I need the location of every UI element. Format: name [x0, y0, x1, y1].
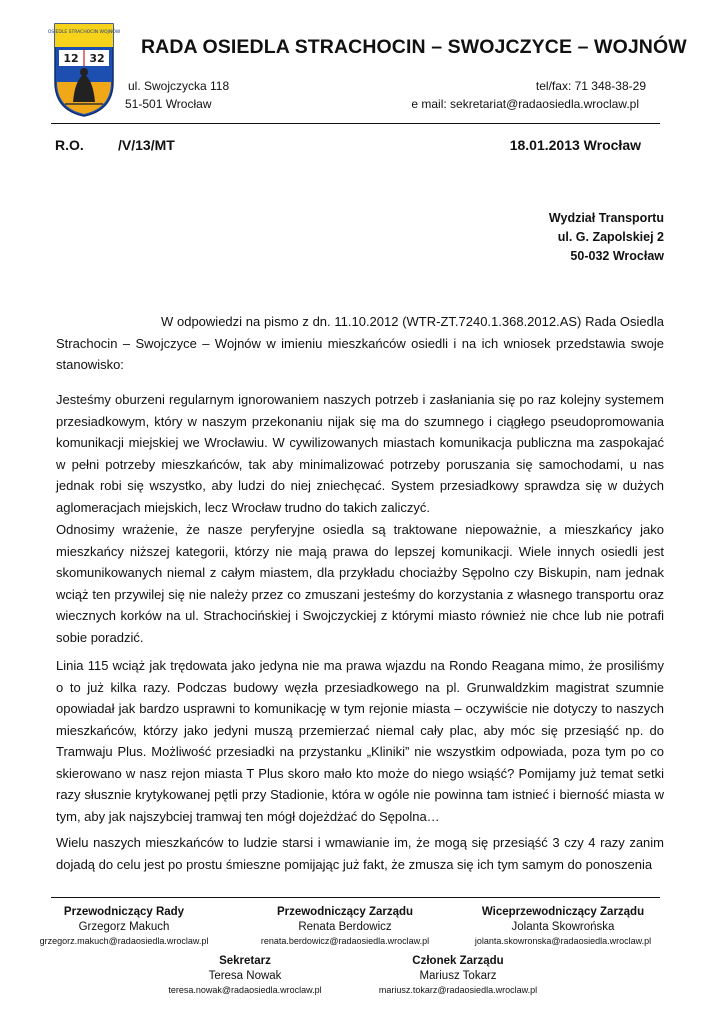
- footer-person-name: Teresa Nowak: [208, 970, 282, 982]
- recipient-city: 50-032 Wrocław: [570, 249, 664, 263]
- footer-person-name: Grzegorz Makuch: [78, 921, 170, 933]
- recipient-street: ul. G. Zapolskiej 2: [557, 230, 664, 244]
- crest-date-left: 12: [63, 52, 79, 65]
- contact-email: e mail: sekretariat@radaosiedla.wroclaw.pl: [411, 97, 639, 111]
- footer-role: Wiceprzewodniczący Zarządu: [481, 906, 645, 918]
- footer-email: mariusz.tokarz@radaosiedla.wroclaw.pl: [378, 985, 538, 995]
- recipient-block: [549, 209, 664, 266]
- recipient-name: Wydział Transportu: [548, 211, 664, 225]
- phone-fax: tel/fax: 71 348-38-29: [535, 79, 646, 93]
- reference-prefix: R.O.: [55, 137, 84, 153]
- footer-board-member: [343, 954, 573, 996]
- footer-email: grzegorz.makuch@radaosiedla.wroclaw.pl: [39, 936, 209, 946]
- crest-date-right: 32: [89, 52, 105, 65]
- footer-role: Członek Zarządu: [412, 955, 504, 967]
- body-paragraph-4: Wielu naszych mieszkańców to ludzie starsi i wmawianie im, że mogą się przesiąść 3 czy 4 razy zanim dojadą do celu jest po prostu śmieszne pomijając już fakt, że zmusza się ich tym samym do ponoszenia: [56, 835, 664, 872]
- crest-text: OSIEDLE STRACHOCIN WOJNÓW: [47, 30, 121, 35]
- footer-secretary: [130, 954, 360, 996]
- reference-number: /V/13/MT: [118, 137, 175, 153]
- footer-email: teresa.nowak@radaosiedla.wroclaw.pl: [168, 985, 322, 995]
- address-street: ul. Swojczycka 118: [128, 79, 230, 93]
- footer-chair: [9, 905, 239, 947]
- footer-person-name: Mariusz Tokarz: [419, 970, 497, 982]
- footer-role: Przewodniczący Rady: [63, 906, 185, 918]
- footer-person-name: Jolanta Skowrońska: [511, 921, 615, 933]
- footer-person-name: Renata Berdowicz: [298, 921, 392, 933]
- body-paragraph-1: Jesteśmy oburzeni regularnym ignorowaniem naszych potrzeb i zasłaniania się po raz kolejny systemem przesiadkowym, który w naszym przekonaniu nijak się ma do szumnego i ciągłego pseudopromowania komunikacji miejskiej we Wrocławiu. W cywilizowanych miastach komunikacja publiczna ma zaspokajać w pełni potrzeby mieszkańców, tak aby minimalizować potrzeby poruszania się samochodami, u nas jednak robi się wszystko, aby ludzi do niej zniechęcać. System przesiadkowy sprawdza się w dużych aglomeracjach miejskich, lecz Wrocław trudno do takich zaliczyć.: [56, 392, 664, 515]
- footer-role: Przewodniczący Zarządu: [276, 906, 414, 918]
- footer-email: renata.berdowicz@radaosiedla.wroclaw.pl: [260, 936, 430, 946]
- council-crest-logo: [47, 22, 121, 118]
- footer-role: Sekretarz: [219, 955, 271, 967]
- footer-divider: [51, 897, 660, 898]
- body-paragraph-2: Odnosimy wrażenie, że nasze peryferyjne osiedla są traktowane niepoważnie, a mieszkańcy jako mieszkańcy niższej kategorii, którzy nie mają prawa do lepszej komunikacji. Wiele innych osiedli jest skomunikowanych niemal z całym miastem, dla przykładu chociażby Sępolno czy Biskupin, nam jednak wciąż ten przywilej się nie należy przez co zmuszani jesteśmy do korzystania z własnego transportu oraz wiecznych korków na ul. Strachocińskiej i Swojczyckiej z którymi miasto również nie chce lub nie potrafi sobie poradzić.: [56, 522, 664, 645]
- header-divider: [51, 123, 660, 124]
- council-name-title: RADA OSIEDLA STRACHOCIN – SWOJCZYCE – WOJNÓW: [141, 36, 687, 58]
- intro-paragraph: W odpowiedzi na pismo z dn. 11.10.2012 (WTR-ZT.7240.1.368.2012.AS) Rada Osiedla Strachocin – Swojczyce – Wojnów w imieniu mieszkańców osiedli i na ich wniosek przedstawia swoje stanowisko:: [56, 314, 664, 372]
- footer-vice-chair: [448, 905, 678, 947]
- letter-date: 18.01.2013 Wrocław: [509, 137, 641, 153]
- footer-board-chair: [230, 905, 460, 947]
- body-paragraph-3: Linia 115 wciąż jak trędowata jako jedyna nie ma prawa wjazdu na Rondo Reagana mimo, że prosiliśmy o to już kilka razy. Podczas budowy węzła przesiadkowego na pl. Grunwaldzkim magistrat szumnie opowiadał jak bardzo usprawni to komunikację w tym rejonie miasta – oczywiście nie dotyczy to naszych mieszkańców, którzy jako jedyni muszą przemierzać niemal cały plac, aby móc się przesiąść np. do Tramwaju Plus. Możliwość przesiadki na przystanku „Kliniki” nie wszystkim odpowiada, poza tym po co skierowano w nasz rejon miasta T Plus skoro mało kto może do niego wsiąść? Pomijamy już temat setki razy słusznie krytykowanej pętli przy Stadionie, która w ogóle nie powinna tam istnieć i bierność miasta w tym, aby jak najszybciej tramwaj ten mógł dojeżdżać do Sępolna…: [56, 658, 664, 824]
- address-city: 51-501 Wrocław: [125, 97, 212, 111]
- footer-email: jolanta.skowronska@radaosiedla.wroclaw.pl: [474, 936, 652, 946]
